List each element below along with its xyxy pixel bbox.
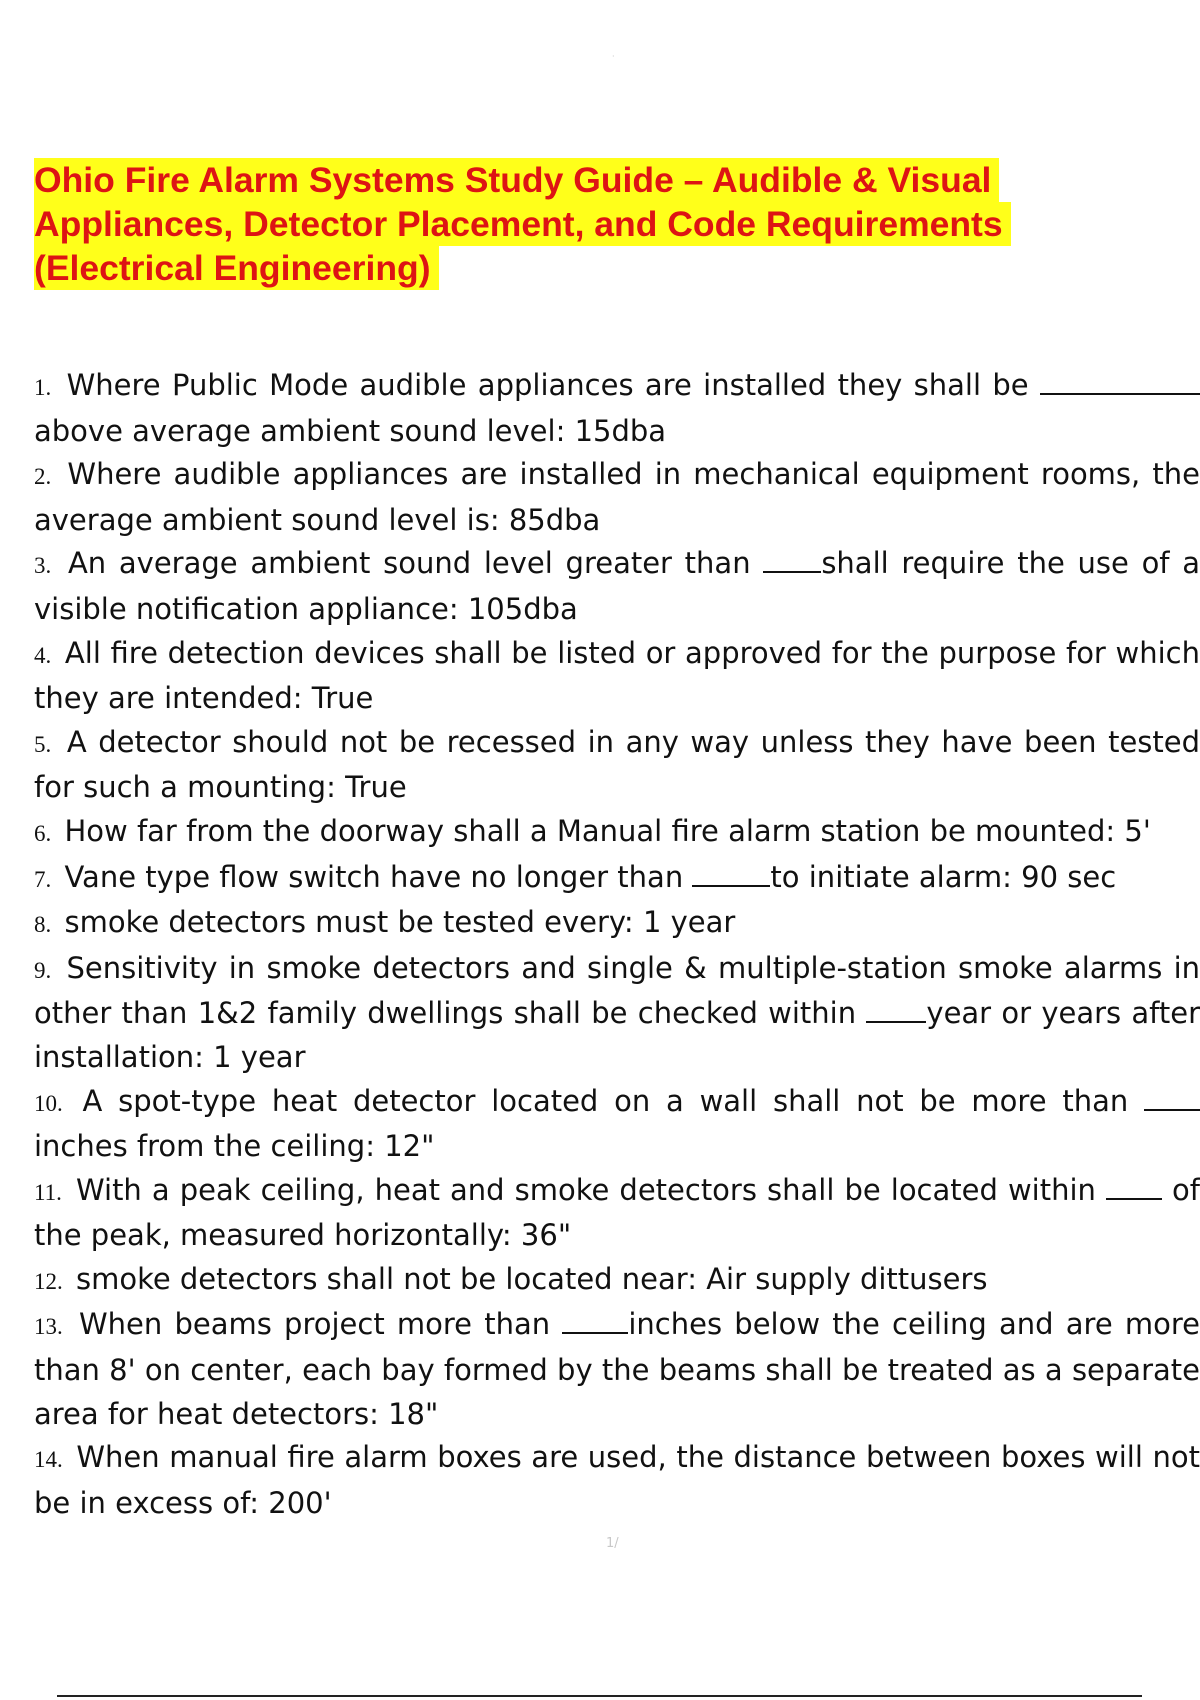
question-text-before: Sensitivity in smoke detectors and single & multiple-station smoke alarms in other than 1&2 family dwellings shall be checked within [34,950,1200,1031]
bottom-divider [57,1695,1142,1697]
question-answer: 1 year [642,905,736,940]
question-number: 13. [34,1314,63,1340]
question-text-before: Vane type flow switch have no longer than [64,859,684,894]
question-item-6 [34,810,1200,856]
question-number: 3. [34,553,52,579]
question-list [34,364,1200,1525]
question-item-3 [34,542,1200,631]
question-text-after: year or years after installation: [34,996,1200,1074]
question-text-after: shall require the use of a visible notification appliance: [34,546,1200,626]
question-text-before: Where audible appliances are installed in mechanical equipment rooms, the average ambient sound level is: [34,457,1200,537]
answer-blank [1106,1197,1162,1200]
question-text-after: inches from the ceiling: [34,1129,375,1164]
question-answer: True [345,770,407,805]
question-item-11 [34,1169,1200,1258]
question-number: 14. [34,1447,63,1473]
question-answer: 85dba [508,502,601,537]
answer-blank [692,884,770,887]
question-number: 12. [34,1268,63,1294]
question-item-14 [34,1436,1200,1525]
page-number: 1/ [606,1536,619,1551]
question-item-10 [34,1080,1200,1169]
answer-blank [562,1331,628,1334]
question-text-after: to initiate alarm: [770,859,1012,894]
question-number: 2. [34,464,52,490]
question-number: 9. [34,957,52,983]
question-text-before: How far from the doorway shall a Manual fire alarm station be mounted: [64,813,1116,848]
title-line-2: Appliances, Detector Placement, and Code Requirements [34,202,1011,246]
question-item-2 [34,453,1200,542]
answer-blank [866,1020,926,1023]
question-answer: 200' [268,1485,332,1520]
question-text-after: inches below the ceiling and are more than 8' on center, each bay formed by the beams shall be treated as a separate area for heat detectors: [34,1307,1200,1431]
question-item-13 [34,1303,1200,1436]
answer-blank [1040,392,1200,395]
question-text-before: All fire detection devices shall be listed or approved for the purpose for which they are intended: [34,635,1200,716]
question-number: 11. [34,1179,62,1205]
question-answer: True [311,681,374,716]
question-answer: 36" [520,1218,572,1253]
title-line-3: (Electrical Engineering) [34,246,439,290]
header-mark: · [612,52,615,61]
question-answer: 105dba [467,591,578,626]
question-item-9 [34,947,1200,1080]
answer-blank [763,570,821,573]
question-text-after: of the peak, measured horizontally: [34,1172,1200,1253]
question-text-before: A spot-type heat detector located on a wall shall not be more than [82,1083,1129,1118]
question-item-12 [34,1258,1200,1304]
question-answer: 12" [384,1129,435,1164]
document-title [34,158,1164,290]
question-text-after: above average ambient sound level: [34,413,566,448]
question-answer: 90 sec [1021,859,1117,894]
question-number: 1. [34,375,52,400]
question-answer: 18" [388,1396,439,1431]
question-text-before: smoke detectors must be tested every: [64,905,634,940]
question-answer: 5' [1124,813,1151,848]
question-text-before: A detector should not be recessed in any way unless they have been tested for such a mounting: [34,724,1200,805]
question-text-before: An average ambient sound level greater than [67,546,751,581]
question-number: 10. [34,1090,63,1116]
question-item-4 [34,632,1200,721]
question-text-before: When beams project more than [78,1307,551,1342]
question-text-before: With a peak ceiling, heat and smoke detectors shall be located within [75,1172,1096,1207]
question-number: 4. [34,642,52,668]
question-item-8 [34,901,1200,947]
answer-blank [1144,1108,1200,1111]
question-item-5 [34,721,1200,810]
question-item-1 [34,364,1200,453]
question-number: 5. [34,731,52,757]
question-text-before: smoke detectors shall not be located near: [75,1261,697,1296]
question-number: 7. [34,866,52,892]
question-answer: 1 year [213,1039,306,1074]
question-text-before: Where Public Mode audible appliances are installed they shall be [66,368,1029,402]
question-number: 6. [34,820,52,846]
question-text-before: When manual fire alarm boxes are used, the distance between boxes will not be in excess of: [34,1440,1200,1520]
question-number: 8. [34,912,52,938]
title-line-1: Ohio Fire Alarm Systems Study Guide – Audible & Visual [34,158,999,202]
question-answer: 15dba [574,413,667,448]
question-answer: Air supply dittusers [706,1261,988,1296]
question-item-7 [34,856,1200,902]
